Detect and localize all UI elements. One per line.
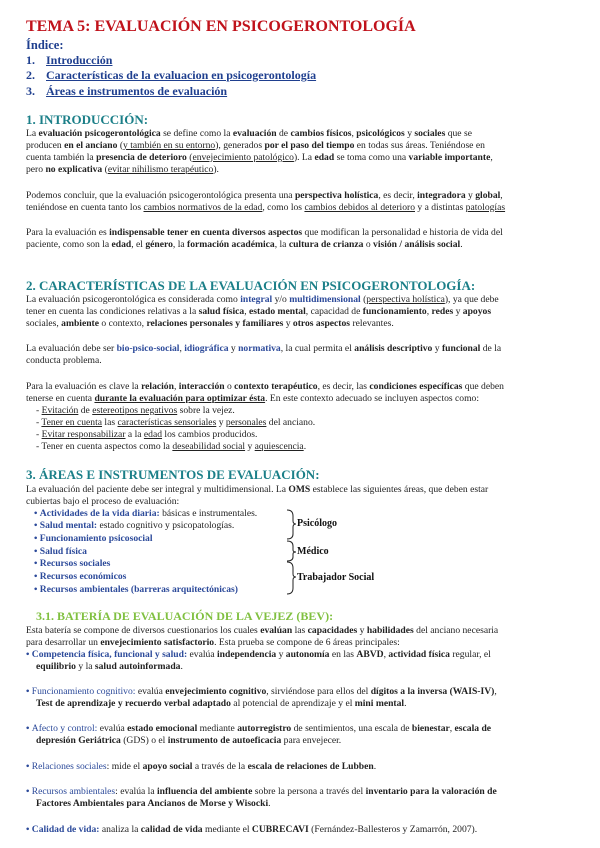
bev-item-2-cont: Test de aprendizaje y recuerdo verbal adaptado al potencial de aprendizaje y el mini mental. (36, 698, 407, 709)
area-item: • Recursos económicos (34, 571, 127, 582)
index-item-2[interactable] (26, 68, 316, 83)
index-item-1[interactable] (26, 53, 112, 68)
s2-p3-line-2: tenerse en cuenta durante la evaluación para optimizar ésta. En este contexto adecuado se incluyen aspectos como: (26, 393, 480, 404)
bev-item-1-cont: equilibrio y la salud autoinformada. (36, 661, 183, 672)
bev-item-3: • Afecto y control: evalúa estado emocional mediante autorregistro de sentimientos, una escala de bienestar, escala de (26, 723, 492, 734)
index-link[interactable]: Introducción (46, 53, 113, 67)
s2-bullet-4: - Tener en cuenta aspectos como la deseabilidad social y aquiescencia. (36, 441, 307, 452)
bracket-trabajador-social (287, 562, 296, 594)
bev-item-2: • Funcionamiento cognitivo: evalúa envejecimiento cognitivo, sirviéndose para ellos del dígitos a la inversa (WAIS-IV), (26, 686, 497, 697)
s2-p3-line-1: Para la evaluación es clave la relación, interacción o contexto terapéutico, es decir, las condiciones específicas que deben (26, 381, 504, 392)
index-number: 1. (26, 53, 35, 67)
bev-item-4: • Relaciones sociales: mide el apoyo social a través de la escala de relaciones de Lubben. (26, 761, 377, 772)
index-number: 3. (26, 84, 35, 98)
s2-line-3: sociales, ambiente o contexto, relaciones personales y familiares y otros aspectos relevantes. (26, 318, 394, 329)
s31-line-1: Esta batería se compone de diversos cuestionarios los cuales evalúan las capacidades y habilidades del anciano necesaria (26, 625, 499, 636)
section-3-1-heading: 3.1. BATERÍA DE EVALUACIÓN DE LA VEJEZ (BEV): (36, 609, 334, 623)
index-title: Índice: (26, 38, 64, 52)
s3-line-2: cubiertas bajo el proceso de evaluación: (26, 496, 180, 507)
index-link[interactable]: Áreas e instrumentos de evaluación (46, 84, 228, 98)
s1-p3-line-2: paciente, como son la edad, el género, la formación académica, la cultura de crianza o visión / análisis social. (26, 239, 463, 250)
s3-line-1: La evaluación del paciente debe ser integral y multidimensional. La OMS establece las siguientes áreas, que deben estar (26, 484, 489, 495)
section-2-heading: 2. CARACTERÍSTICAS DE LA EVALUACIÓN EN PSICOGERONTOLOGÍA: (26, 278, 476, 293)
area-item: • Recursos ambientales (barreras arquitectónicas) (34, 584, 238, 595)
s2-bullet-3: - Evitar responsabilizar a la edad los cambios producidos. (36, 429, 258, 440)
index-number: 2. (26, 68, 35, 82)
area-brackets (284, 506, 298, 600)
s2-line-2: tener en cuenta las condiciones relativas a la salud física, estado mental, capacidad de funcionamiento, redes y apoyos (26, 306, 492, 317)
index-link[interactable]: Características de la evaluacion en psicogerontología (46, 68, 317, 82)
s2-bullet-2: - Tener en cuenta las características sensoriales y personales del anciano. (36, 417, 316, 428)
s1-line-3: cuenta también la presencia de deterioro (envejecimiento patológico). La edad se toma como una variable importante, (26, 152, 493, 163)
area-item: • Actividades de la vida diaria: básicas e instrumentales. (34, 508, 258, 519)
s31-line-2: para desarrollar un envejecimiento satisfactorio. Esta prueba se compone de 6 áreas principales: (26, 637, 400, 648)
s2-p2-line-1: La evaluación debe ser bio-psico-social, idiográfica y normativa, la cual permita el análisis descriptivo y funcional de la (26, 343, 502, 354)
s1-p2-line-1: Podemos concluir, que la evaluación psicogerontológica presenta una perspectiva holística, es decir, integradora y global, (26, 190, 503, 201)
professional-label: Médico (297, 546, 329, 557)
area-item: • Salud física (34, 546, 87, 557)
bracket-medico (287, 541, 296, 561)
s2-line-1: La evaluación psicogerontológica es considerada como integral y/o multidimensional (perspectiva holística), ya que debe (26, 294, 499, 305)
s1-line-4: pero no explicativa (evitar nihilismo terapéutico). (26, 164, 219, 175)
page-title: TEMA 5: EVALUACIÓN EN PSICOGERONTOLOGÍA (26, 18, 416, 35)
s1-p3-line-1: Para la evaluación es indispensable tener en cuenta diversos aspectos que modifican la personalidad e historia de vida del (26, 227, 503, 238)
area-item: • Recursos sociales (34, 558, 111, 569)
bev-item-1: • Competencia física, funcional y salud: evalúa independencia y autonomía en las ABVD, actividad física regular, el (26, 649, 491, 660)
s2-bullet-1: - Evitación de estereotipos negativos sobre la vejez. (36, 405, 235, 416)
professional-label: Trabajador Social (297, 572, 375, 583)
s2-p2-line-2: conducta problema. (26, 355, 102, 366)
s1-p2-line-2: teniéndose en cuenta tanto los cambios normativos de la edad, como los cambios debidos al deterioro y a distintas patologías (26, 202, 506, 213)
area-item: • Funcionamiento psicosocial (34, 533, 153, 544)
bev-item-5: • Recursos ambientales: evalúa la influencia del ambiente sobre la persona a través del inventario para la valoración de (26, 786, 497, 797)
section-1-heading: 1. INTRODUCCIÓN: (26, 112, 149, 127)
section-3-heading: 3. ÁREAS E INSTRUMENTOS DE EVALUACIÓN: (26, 467, 320, 482)
area-item: • Salud mental: estado cognitivo y psicopatologías. (34, 520, 235, 531)
bev-item-3-cont: depresión Geriátrica (GDS) o el instrumento de autoeficacia para envejecer. (36, 735, 342, 746)
s1-line-1: La evaluación psicogerontológica se define como la evaluación de cambios físicos, psicológicos y sociales que se (26, 128, 472, 139)
bev-item-5-cont: Factores Ambientales para Ancianos de Morse y Wisocki. (36, 798, 271, 809)
s1-line-2: producen en el anciano (y también en su entorno), generados por el paso del tiempo en todas sus áreas. Teniéndose en (26, 140, 485, 151)
bracket-psicologo (287, 510, 296, 539)
bev-item-6: • Calidad de vida: analiza la calidad de vida mediante el CUBRECAVI (Fernández-Ballesteros y Zamarrón, 2007). (26, 824, 478, 835)
index-item-3[interactable] (26, 84, 227, 99)
professional-label: Psicólogo (297, 518, 337, 529)
